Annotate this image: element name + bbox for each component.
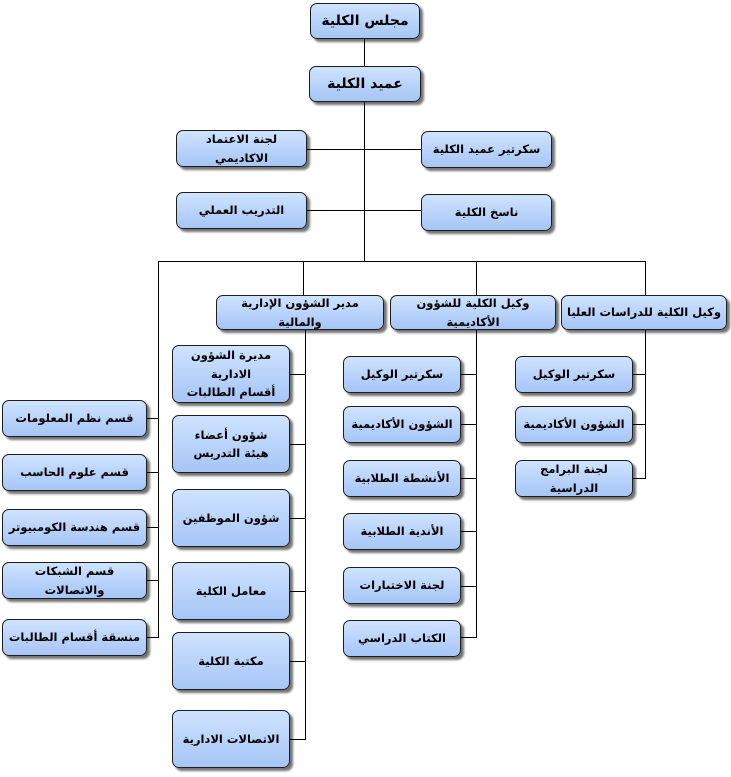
college-labs-label: معامل الكلية [195,583,267,598]
college-library-box [172,632,290,690]
staff-affairs-label: شؤون الموظفين [182,510,280,525]
dept-info-systems-label: قسم نظم المعلومات [15,411,134,426]
faculty-affairs-box [172,415,290,473]
textbook-box [343,620,461,657]
admin-finance-director-label: مدير الشؤون الإدارية والمالية [241,296,359,329]
graduate-vice-secretary-label: سكرتير الوكيل [532,367,616,382]
dean-box [309,66,421,102]
female-coordinator-box [2,619,147,656]
accreditation-label: لجنة الاعتماد الاكاديمي [205,132,278,165]
academic-vice-secretary-label: سكرتير الوكيل [360,367,444,382]
practical-training-label: التدريب العملي [198,203,285,218]
academic-vice-secretary-box [343,356,461,393]
admin-manager-female-label: مديرة الشؤون الادارية أقسام الطالبات [186,348,276,400]
accreditation-box [176,130,307,167]
graduate-academic-affairs-box [515,406,633,443]
dean-secretary-box [421,131,552,168]
dept-networks-label: قسم الشبكات والاتصالات [34,564,115,597]
college-library-label: مكتبة الكلية [198,653,264,668]
admin-manager-female-box [172,345,290,403]
dept-ce-label: قسم هندسة الكومبيوتر [8,520,141,535]
vice-graduate-box [561,295,727,330]
dept-cs-label: قسم علوم الحاسب [20,465,129,480]
dept-ce-box [2,509,147,546]
dean-secretary-label: سكرتير عميد الكلية [432,142,541,157]
study-programs-committee-label: لجنة البرامج الدراسية [540,462,608,495]
dept-cs-box [2,454,147,491]
graduate-vice-secretary-box [515,356,633,393]
vice-academic-box [390,295,556,330]
practical-training-box [176,192,307,229]
student-clubs-box [343,513,461,550]
exams-committee-label: لجنة الاختبارات [359,578,445,593]
staff-affairs-box [172,489,290,547]
admin-comm-label: الاتصالات الادارية [182,731,280,746]
vice-academic-label: وكيل الكلية للشؤون الأكاديمية [416,296,530,329]
dept-networks-box [2,562,147,599]
student-activities-box [343,460,461,497]
vice-graduate-label: وكيل الكلية للدراسات العليا [567,305,721,320]
council-label: مجلس الكلية [321,12,409,29]
textbook-label: الكتاب الدراسي [358,631,446,646]
academic-affairs-label: الشؤون الأكاديمية [351,417,453,432]
student-activities-label: الأنشطة الطلابية [354,471,450,486]
admin-finance-director-box [216,295,384,330]
student-clubs-label: الأندية الطلابية [360,524,444,539]
graduate-academic-affairs-label: الشؤون الأكاديمية [523,417,625,432]
study-programs-committee-box [515,460,633,497]
copyist-label: ناسخ الكلية [454,205,519,220]
exams-committee-box [343,567,461,604]
copyist-box [421,194,552,231]
council-box [310,3,420,39]
dept-info-systems-box [2,400,147,437]
academic-affairs-box [343,406,461,443]
female-coordinator-label: منسقة أقسام الطالبات [8,630,141,645]
faculty-affairs-label: شؤون أعضاء هيئة التدريس [193,427,269,460]
admin-comm-box [172,710,290,768]
dean-label: عميد الكلية [327,75,403,92]
college-labs-box [172,562,290,620]
